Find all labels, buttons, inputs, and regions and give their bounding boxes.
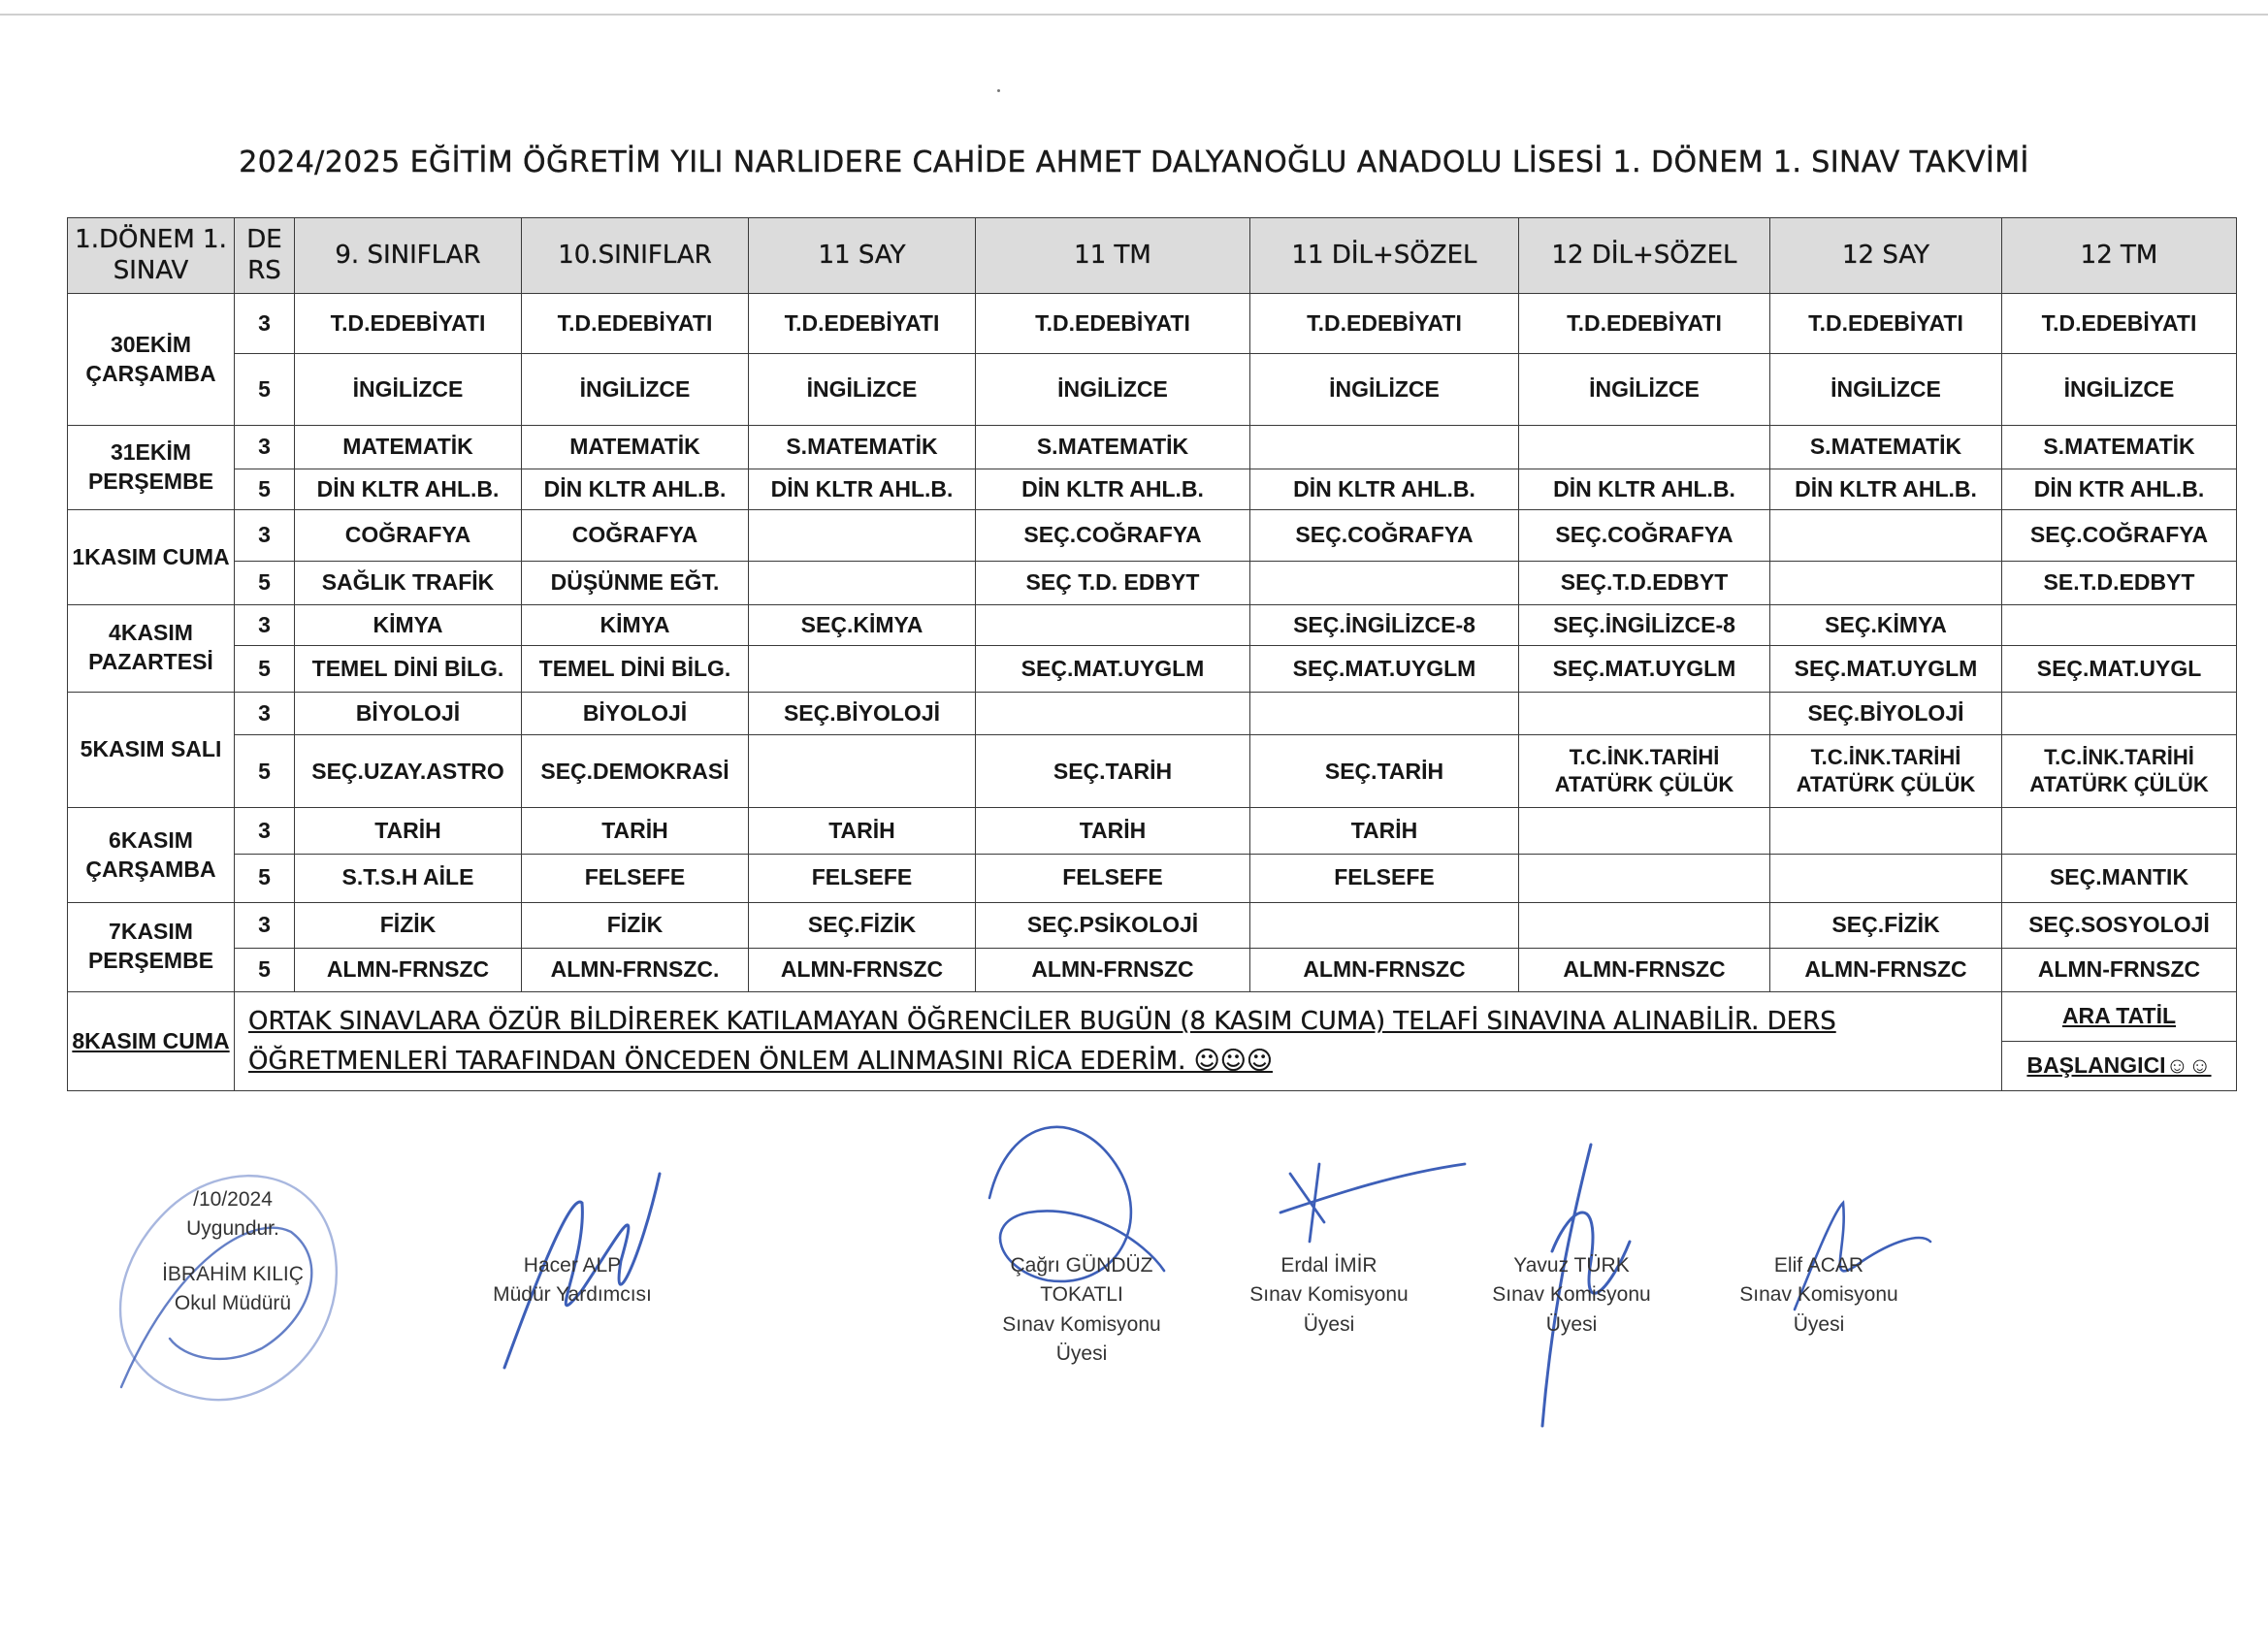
header-12-say: 12 SAY: [1770, 218, 2002, 294]
exam-cell-12-dil-sozel: DİN KLTR AHL.B.: [1519, 469, 1770, 509]
exam-cell-11-tm: S.MATEMATİK: [976, 426, 1250, 469]
header-term: 1.DÖNEM 1. SINAV: [68, 218, 235, 294]
signature-block-cagri-gunduz: [980, 1251, 1183, 1370]
exam-cell-12-tm: SEÇ.MANTIK: [2002, 854, 2237, 902]
exam-cell-9-siniflar: TARİH: [295, 808, 522, 854]
ders-count: 5: [235, 354, 295, 426]
header-9-siniflar: 9. SINIFLAR: [295, 218, 522, 294]
exam-row: [68, 902, 2237, 948]
exam-cell-12-say: [1770, 510, 2002, 561]
exam-cell-12-tm: SEÇ.SOSYOLOJİ: [2002, 902, 2237, 948]
principal-title: Okul Müdürü: [174, 1292, 292, 1315]
exam-cell-11-say: S.MATEMATİK: [749, 426, 976, 469]
header-row: [68, 218, 2237, 294]
exam-cell-10-siniflar: TARİH: [522, 808, 749, 854]
exam-cell-10-siniflar: FİZİK: [522, 902, 749, 948]
exam-cell-11-tm: SEÇ.PSİKOLOJİ: [976, 902, 1250, 948]
exam-cell-11-say: FELSEFE: [749, 854, 976, 902]
exam-cell-9-siniflar: ALMN-FRNSZC: [295, 949, 522, 992]
exam-cell-12-tm: S.MATEMATİK: [2002, 426, 2237, 469]
exam-cell-12-say: [1770, 854, 2002, 902]
exam-cell-11-say: TARİH: [749, 808, 976, 854]
exam-cell-10-siniflar: DİN KLTR AHL.B.: [522, 469, 749, 509]
day-label: 6KASIM ÇARŞAMBA: [68, 808, 235, 902]
exam-cell-12-tm: T.D.EDEBİYATI: [2002, 294, 2237, 354]
ders-count: 3: [235, 902, 295, 948]
exam-cell-11-say: [749, 735, 976, 808]
exam-cell-11-tm: TARİH: [976, 808, 1250, 854]
signer-title-cont: Üyesi: [1793, 1312, 1845, 1336]
signer-title: Müdür Yardımcısı: [493, 1283, 652, 1307]
exam-cell-11-tm: İNGİLİZCE: [976, 354, 1250, 426]
exam-cell-11-say: [749, 510, 976, 561]
header-ders: DE RS: [235, 218, 295, 294]
signer-name: Elif ACAR: [1773, 1254, 1864, 1277]
ders-count: 5: [235, 469, 295, 509]
ders-count: 5: [235, 735, 295, 808]
exam-cell-12-dil-sozel: [1519, 902, 1770, 948]
exam-cell-12-tm: ALMN-FRNSZC: [2002, 949, 2237, 992]
exam-row: [68, 426, 2237, 469]
exam-cell-9-siniflar: BİYOLOJİ: [295, 692, 522, 735]
exam-cell-11-dil-sozel: [1250, 426, 1519, 469]
ders-count: 5: [235, 949, 295, 992]
exam-cell-9-siniflar: MATEMATİK: [295, 426, 522, 469]
signer-title: Sınav Komisyonu: [1002, 1312, 1161, 1336]
exam-cell-12-tm: [2002, 808, 2237, 854]
exam-cell-12-tm: İNGİLİZCE: [2002, 354, 2237, 426]
exam-cell-12-say: SEÇ.KİMYA: [1770, 604, 2002, 645]
exam-cell-9-siniflar: TEMEL DİNİ BİLG.: [295, 646, 522, 692]
exam-row: [68, 510, 2237, 561]
exam-cell-12-dil-sozel: SEÇ.COĞRAFYA: [1519, 510, 1770, 561]
exam-row: [68, 949, 2237, 992]
exam-cell-12-tm: SEÇ.MAT.UYGL: [2002, 646, 2237, 692]
exam-cell-11-dil-sozel: TARİH: [1250, 808, 1519, 854]
exam-cell-11-tm: SEÇ.MAT.UYGLM: [976, 646, 1250, 692]
signer-name: Erdal İMİR: [1280, 1254, 1377, 1277]
signer-title-cont: Üyesi: [1055, 1342, 1108, 1366]
header-11-dil-sozel: 11 DİL+SÖZEL: [1250, 218, 1519, 294]
signature-block-elif-acar: [1722, 1251, 1916, 1340]
exam-cell-11-dil-sozel: ALMN-FRNSZC: [1250, 949, 1519, 992]
exam-cell-12-say: DİN KLTR AHL.B.: [1770, 469, 2002, 509]
exam-cell-12-say: İNGİLİZCE: [1770, 354, 2002, 426]
exam-row: [68, 692, 2237, 735]
ders-count: 3: [235, 294, 295, 354]
exam-cell-11-say: T.D.EDEBİYATI: [749, 294, 976, 354]
exam-cell-11-dil-sozel: [1250, 561, 1519, 604]
exam-cell-9-siniflar: DİN KLTR AHL.B.: [295, 469, 522, 509]
document-title: 2024/2025 EĞİTİM ÖĞRETİM YILI NARLIDERE CAHİDE AHMET DALYANOĞLU ANADOLU LİSESİ 1. DÖNEM 1. SINAV TAKVİMİ: [239, 146, 2029, 179]
exam-cell-11-say: [749, 646, 976, 692]
exam-cell-11-say: [749, 561, 976, 604]
exam-row: [68, 854, 2237, 902]
header-12-tm: 12 TM: [2002, 218, 2237, 294]
signer-title: Sınav Komisyonu: [1492, 1283, 1651, 1307]
exam-cell-11-say: SEÇ.BİYOLOJİ: [749, 692, 976, 735]
exam-cell-9-siniflar: S.T.S.H AİLE: [295, 854, 522, 902]
exam-row: [68, 646, 2237, 692]
exam-cell-9-siniflar: FİZİK: [295, 902, 522, 948]
exam-cell-9-siniflar: COĞRAFYA: [295, 510, 522, 561]
exam-cell-12-dil-sozel: [1519, 426, 1770, 469]
signer-name: Çağrı GÜNDÜZ: [1010, 1254, 1153, 1277]
exam-cell-12-dil-sozel: İNGİLİZCE: [1519, 354, 1770, 426]
day-label: 31EKİM PERŞEMBE: [68, 426, 235, 510]
day-label-8-kasim: 8KASIM CUMA: [68, 992, 235, 1091]
exam-row: [68, 469, 2237, 509]
exam-cell-12-say: SEÇ.FİZİK: [1770, 902, 2002, 948]
exam-cell-11-tm: FELSEFE: [976, 854, 1250, 902]
exam-cell-11-tm: DİN KLTR AHL.B.: [976, 469, 1250, 509]
exam-cell-12-tm: DİN KTR AHL.B.: [2002, 469, 2237, 509]
exam-cell-9-siniflar: T.D.EDEBİYATI: [295, 294, 522, 354]
exam-cell-11-dil-sozel: FELSEFE: [1250, 854, 1519, 902]
exam-row: [68, 735, 2237, 808]
exam-cell-12-tm: [2002, 604, 2237, 645]
exam-cell-11-dil-sozel: SEÇ.COĞRAFYA: [1250, 510, 1519, 561]
ders-count: 5: [235, 854, 295, 902]
exam-cell-11-dil-sozel: [1250, 692, 1519, 735]
exam-cell-10-siniflar: KİMYA: [522, 604, 749, 645]
day-label: 4KASIM PAZARTESİ: [68, 604, 235, 692]
exam-cell-12-say: ALMN-FRNSZC: [1770, 949, 2002, 992]
exam-cell-10-siniflar: ALMN-FRNSZC.: [522, 949, 749, 992]
signer-title: Sınav Komisyonu: [1249, 1283, 1409, 1307]
exam-cell-11-tm: SEÇ.COĞRAFYA: [976, 510, 1250, 561]
exam-row: [68, 354, 2237, 426]
exam-cell-11-say: ALMN-FRNSZC: [749, 949, 976, 992]
exam-cell-12-say: SEÇ.MAT.UYGLM: [1770, 646, 2002, 692]
principal-name: İBRAHİM KILIÇ: [162, 1262, 304, 1285]
exam-cell-12-dil-sozel: [1519, 692, 1770, 735]
day-label: 5KASIM SALI: [68, 692, 235, 808]
exam-cell-12-tm: [2002, 692, 2237, 735]
exam-cell-10-siniflar: TEMEL DİNİ BİLG.: [522, 646, 749, 692]
exam-cell-9-siniflar: SEÇ.UZAY.ASTRO: [295, 735, 522, 808]
exam-cell-11-dil-sozel: SEÇ.MAT.UYGLM: [1250, 646, 1519, 692]
exam-cell-11-tm: [976, 604, 1250, 645]
exam-schedule-table: [67, 217, 2237, 1091]
exam-cell-11-say: İNGİLİZCE: [749, 354, 976, 426]
exam-cell-10-siniflar: MATEMATİK: [522, 426, 749, 469]
header-12-dil-sozel: 12 DİL+SÖZEL: [1519, 218, 1770, 294]
make-up-exam-note: ORTAK SINAVLARA ÖZÜR BİLDİREREK KATILAMAYAN ÖĞRENCİLER BUGÜN (8 KASIM CUMA) TELAFİ SINAVINA ALINABİLİR. DERS ÖĞRETMENLERİ TARAFINDAN ÖNCEDEN ÖNLEM ALINMASINI RİCA EDERİM. ☺☺☺: [235, 992, 2002, 1091]
exam-cell-11-tm: T.D.EDEBİYATI: [976, 294, 1250, 354]
exam-cell-11-tm: [976, 692, 1250, 735]
exam-cell-11-dil-sozel: İNGİLİZCE: [1250, 354, 1519, 426]
exam-cell-11-say: DİN KLTR AHL.B.: [749, 469, 976, 509]
signer-name-cont: TOKATLI: [1040, 1283, 1123, 1307]
exam-cell-12-say: T.C.İNK.TARİHİ ATATÜRK ÇÜLÜK: [1770, 735, 2002, 808]
exam-cell-10-siniflar: T.D.EDEBİYATI: [522, 294, 749, 354]
exam-row: [68, 561, 2237, 604]
exam-cell-11-dil-sozel: SEÇ.İNGİLİZCE-8: [1250, 604, 1519, 645]
ders-count: 3: [235, 604, 295, 645]
exam-cell-12-tm: SE.T.D.EDBYT: [2002, 561, 2237, 604]
exam-cell-11-dil-sozel: T.D.EDEBİYATI: [1250, 294, 1519, 354]
ders-count: 3: [235, 692, 295, 735]
last-row: [68, 992, 2237, 1042]
header-11-tm: 11 TM: [976, 218, 1250, 294]
day-label: 1KASIM CUMA: [68, 510, 235, 604]
signature-erdal-imir: [1280, 1164, 1465, 1242]
ders-count: 5: [235, 646, 295, 692]
header-11-say: 11 SAY: [749, 218, 976, 294]
exam-cell-11-tm: SEÇ.TARİH: [976, 735, 1250, 808]
exam-cell-12-say: SEÇ.BİYOLOJİ: [1770, 692, 2002, 735]
approval-date: /10/2024: [193, 1188, 273, 1211]
signature-block-principal: [116, 1185, 349, 1319]
exam-cell-10-siniflar: BİYOLOJİ: [522, 692, 749, 735]
exam-cell-12-say: [1770, 561, 2002, 604]
exam-cell-9-siniflar: İNGİLİZCE: [295, 354, 522, 426]
exam-cell-11-dil-sozel: DİN KLTR AHL.B.: [1250, 469, 1519, 509]
exam-cell-11-say: SEÇ.KİMYA: [749, 604, 976, 645]
exam-cell-12-dil-sozel: SEÇ.MAT.UYGLM: [1519, 646, 1770, 692]
exam-cell-11-tm: SEÇ T.D. EDBYT: [976, 561, 1250, 604]
exam-cell-12-dil-sozel: SEÇ.T.D.EDBYT: [1519, 561, 1770, 604]
day-label: 7KASIM PERŞEMBE: [68, 902, 235, 991]
exam-row: [68, 604, 2237, 645]
scan-edge-line: [0, 14, 2268, 16]
exam-row: [68, 808, 2237, 854]
scan-speck: [997, 89, 1000, 92]
day-label: 30EKİM ÇARŞAMBA: [68, 294, 235, 426]
signer-title: Sınav Komisyonu: [1739, 1283, 1898, 1307]
exam-cell-12-tm: T.C.İNK.TARİHİ ATATÜRK ÇÜLÜK: [2002, 735, 2237, 808]
exam-cell-11-tm: ALMN-FRNSZC: [976, 949, 1250, 992]
exam-cell-11-dil-sozel: [1250, 902, 1519, 948]
holiday-label-line2: BAŞLANGICI☺☺: [2002, 1041, 2237, 1090]
signer-name: Yavuz TÜRK: [1513, 1254, 1630, 1277]
ders-count: 3: [235, 510, 295, 561]
signature-block-erdal-imir: [1232, 1251, 1426, 1340]
exam-cell-10-siniflar: FELSEFE: [522, 854, 749, 902]
exam-cell-9-siniflar: SAĞLIK TRAFİK: [295, 561, 522, 604]
exam-cell-12-dil-sozel: [1519, 808, 1770, 854]
header-10-siniflar: 10.SINIFLAR: [522, 218, 749, 294]
exam-cell-12-dil-sozel: T.D.EDEBİYATI: [1519, 294, 1770, 354]
exam-cell-11-say: SEÇ.FİZİK: [749, 902, 976, 948]
holiday-label-line1: ARA TATİL: [2002, 992, 2237, 1042]
exam-cell-12-dil-sozel: [1519, 854, 1770, 902]
ders-count: 5: [235, 561, 295, 604]
exam-cell-12-dil-sozel: T.C.İNK.TARİHİ ATATÜRK ÇÜLÜK: [1519, 735, 1770, 808]
exam-row: [68, 294, 2237, 354]
exam-cell-10-siniflar: SEÇ.DEMOKRASİ: [522, 735, 749, 808]
signer-title-cont: Üyesi: [1303, 1312, 1355, 1336]
exam-cell-12-tm: SEÇ.COĞRAFYA: [2002, 510, 2237, 561]
ders-count: 3: [235, 808, 295, 854]
exam-cell-12-say: T.D.EDEBİYATI: [1770, 294, 2002, 354]
exam-cell-12-dil-sozel: SEÇ.İNGİLİZCE-8: [1519, 604, 1770, 645]
exam-cell-9-siniflar: KİMYA: [295, 604, 522, 645]
exam-cell-11-dil-sozel: SEÇ.TARİH: [1250, 735, 1519, 808]
approval-text: Uygundur.: [186, 1217, 279, 1241]
exam-cell-10-siniflar: COĞRAFYA: [522, 510, 749, 561]
schedule-body: [68, 294, 2237, 1091]
exam-cell-10-siniflar: İNGİLİZCE: [522, 354, 749, 426]
exam-cell-12-dil-sozel: ALMN-FRNSZC: [1519, 949, 1770, 992]
signature-block-hacer-alp: [466, 1251, 679, 1310]
exam-cell-12-say: [1770, 808, 2002, 854]
signer-name: Hacer ALP: [523, 1254, 622, 1277]
signature-block-yavuz-turk: [1474, 1251, 1669, 1340]
exam-cell-12-say: S.MATEMATİK: [1770, 426, 2002, 469]
exam-cell-10-siniflar: DÜŞÜNME EĞT.: [522, 561, 749, 604]
signer-title-cont: Üyesi: [1545, 1312, 1598, 1336]
ders-count: 3: [235, 426, 295, 469]
